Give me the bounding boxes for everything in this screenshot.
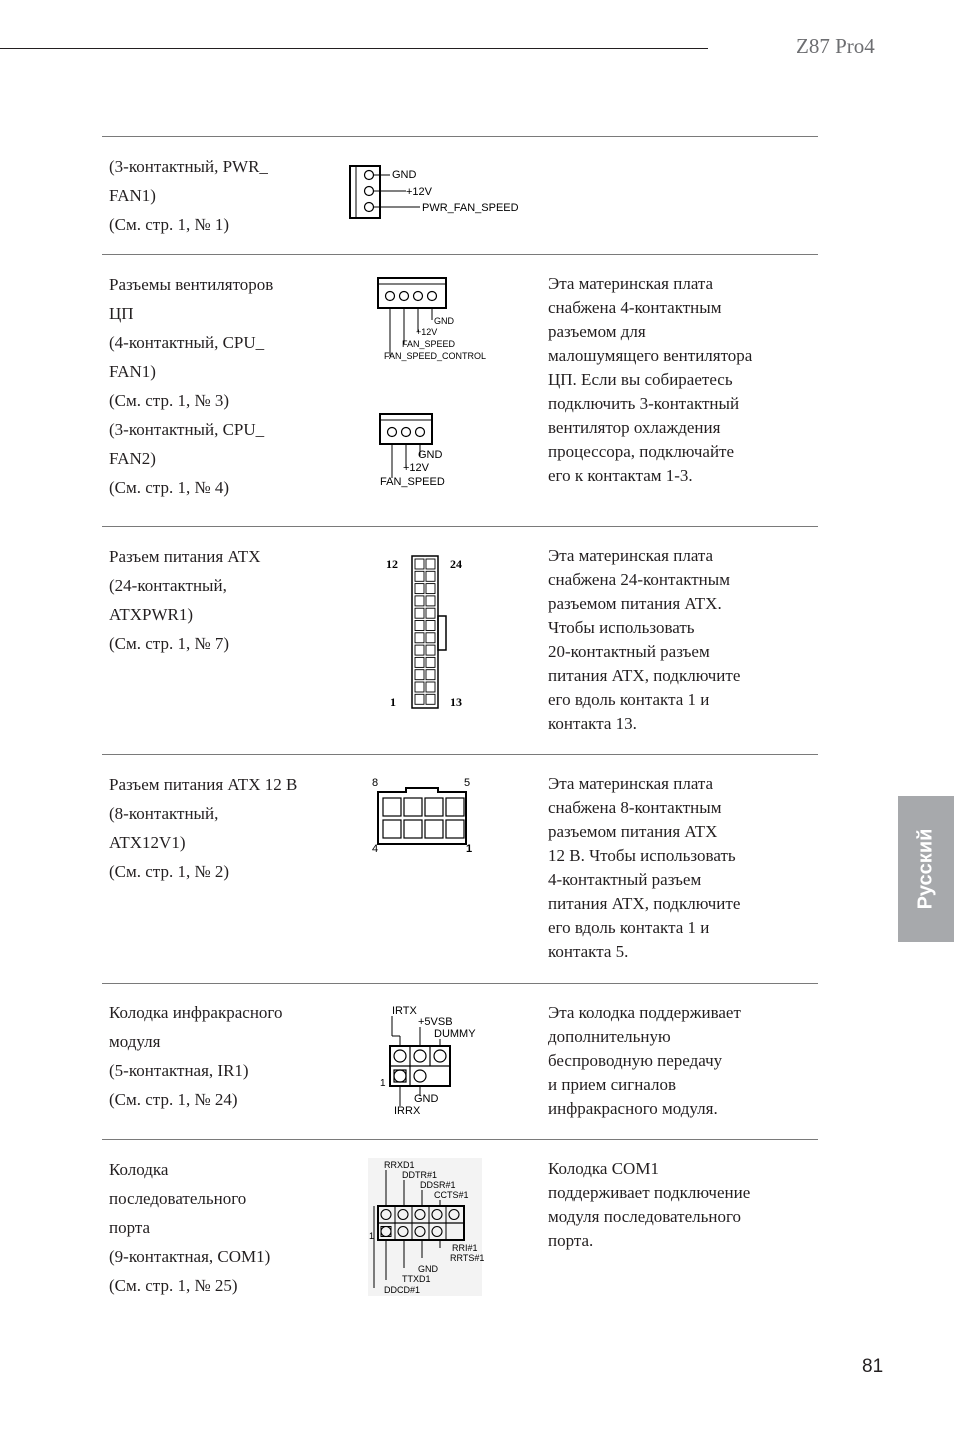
language-tab-label: Русский	[914, 828, 937, 910]
com-title: Колодка последовательного порта (9-контактная, COM1) (См. стр. 1, № 25)	[109, 1160, 271, 1295]
pwr-fan-title: (3-контактный, PWR_ FAN1) (См. стр. 1, № 1)	[109, 157, 268, 234]
ir-description: Эта колодка поддерживает дополнительную беспроводную передачу и прием сигналов инфракрасного модуля.	[548, 1003, 741, 1118]
atx24-pin	[415, 633, 424, 643]
language-tab	[898, 796, 954, 942]
atx24-housing	[412, 556, 438, 708]
svg-text:GND: GND	[414, 1093, 439, 1105]
svg-text:RRI#1: RRI#1	[452, 1243, 478, 1253]
pin-label-gnd: GND	[392, 169, 417, 181]
svg-text:FAN_SPEED_CONTROL: FAN_SPEED_CONTROL	[384, 351, 487, 361]
atx24-pin	[426, 682, 435, 692]
section-divider	[102, 983, 818, 984]
atx24-pin	[415, 584, 424, 594]
svg-text:CCTS#1: CCTS#1	[434, 1190, 469, 1200]
page-number: 81	[862, 1356, 884, 1377]
atx24-diagram	[384, 554, 484, 714]
com-description: Колодка COM1 поддерживает подключение модуля последовательного порта.	[548, 1159, 751, 1250]
svg-text:DDCD#1: DDCD#1	[384, 1285, 421, 1295]
svg-text:IRRX: IRRX	[394, 1105, 421, 1117]
svg-text:DUMMY: DUMMY	[434, 1028, 476, 1040]
atx24-pin	[415, 670, 424, 680]
svg-text:GND: GND	[434, 316, 454, 326]
cpu-fan-description: Эта материнская плата снабжена 4-контактным разъемом для малошумящего вентилятора ЦП. Если вы собираетесь подключить 3-контактный вентилятор охлаждения процессора, подключайте его к контактам 1-3.	[548, 274, 753, 485]
atx24-pin	[426, 633, 435, 643]
section-divider	[102, 1139, 818, 1140]
model-name: Z87 Pro4	[796, 34, 875, 58]
atx12v-pin	[446, 820, 464, 838]
atx24-pin	[426, 584, 435, 594]
svg-text:1: 1	[380, 1078, 386, 1089]
svg-text:5: 5	[464, 777, 471, 789]
atx24-pin	[426, 657, 435, 667]
atx24-pin	[415, 571, 424, 581]
atx24-pin	[415, 645, 424, 655]
atx24-pin	[426, 670, 435, 680]
atx12v-pin	[425, 798, 443, 816]
atx24-pin	[426, 645, 435, 655]
atx-title: Разъем питания ATX (24-контактный, ATXPWR1) (См. стр. 1, № 7)	[109, 547, 261, 653]
svg-text:13: 13	[450, 695, 462, 709]
svg-text:RRTS#1: RRTS#1	[450, 1253, 484, 1263]
section-divider	[102, 254, 818, 255]
svg-text:DDSR#1: DDSR#1	[420, 1180, 456, 1190]
atx12v-pin	[404, 820, 422, 838]
atx24-pin	[426, 694, 435, 704]
cpu-fan1-diagram	[376, 276, 506, 368]
svg-text:FAN_SPEED: FAN_SPEED	[380, 476, 445, 488]
atx-description: Эта материнская плата снабжена 24-контактным разъемом питания ATX. Чтобы использовать 20-контактный разъем питания ATX, подключите его вдоль контакта 1 и контакта 13.	[548, 546, 741, 733]
svg-text:TTXD1: TTXD1	[402, 1274, 431, 1284]
svg-text:24: 24	[450, 557, 462, 571]
svg-text:1: 1	[369, 1231, 375, 1241]
svg-text:+12V: +12V	[403, 462, 429, 474]
svg-text:GND: GND	[418, 1264, 438, 1274]
atx24-pin	[415, 608, 424, 618]
atx24-pin	[426, 621, 435, 631]
ir-title: Колодка инфракрасного модуля (5-контактная, IR1) (См. стр. 1, № 24)	[109, 1003, 283, 1109]
atx24-pin	[415, 682, 424, 692]
ir-diagram	[378, 1002, 488, 1118]
atx12v-pin	[404, 798, 422, 816]
svg-text:1: 1	[390, 695, 396, 709]
pin-label-12v: +12V	[406, 186, 432, 198]
pin-label-pwr-fan-speed: PWR_FAN_SPEED	[422, 202, 519, 214]
svg-text:DDTR#1: DDTR#1	[402, 1170, 438, 1180]
section-divider	[102, 136, 818, 137]
svg-text:FAN_SPEED: FAN_SPEED	[402, 339, 456, 349]
atx12v-pin	[383, 820, 401, 838]
svg-text:1: 1	[466, 843, 473, 855]
atx24-pin	[415, 657, 424, 667]
section-divider	[102, 754, 818, 755]
atx24-pin	[415, 621, 424, 631]
atx24-pin	[426, 596, 435, 606]
cpu-fan-title: Разъемы вентиляторов ЦП (4-контактный, CPU_ FAN1) (См. стр. 1, № 3) (3-контактный, CPU_ FAN2) (См. стр. 1, № 4)	[109, 275, 274, 497]
atx12v-pin	[425, 820, 443, 838]
svg-text:+5VSB: +5VSB	[418, 1016, 453, 1028]
cpu-fan2-diagram	[378, 412, 488, 492]
svg-text:IRTX: IRTX	[392, 1005, 417, 1017]
svg-text:8: 8	[372, 777, 379, 789]
section-divider	[102, 526, 818, 527]
atx12v-pin	[383, 798, 401, 816]
atx24-pin	[415, 596, 424, 606]
atx24-pin	[426, 559, 435, 569]
atx24-pin	[426, 608, 435, 618]
pwr-fan-diagram	[348, 164, 538, 222]
svg-text:GND: GND	[418, 449, 443, 461]
svg-text:RRXD1: RRXD1	[384, 1160, 415, 1170]
atx24-pin	[415, 559, 424, 569]
atx12v-diagram	[370, 774, 480, 858]
svg-text:+12V: +12V	[416, 327, 438, 337]
com-diagram	[368, 1158, 484, 1296]
atx12v-pin	[446, 798, 464, 816]
atx24-pin	[426, 571, 435, 581]
header-rule	[0, 48, 708, 49]
atx12v-title: Разъем питания ATX 12 В (8-контактный, ATX12V1) (См. стр. 1, № 2)	[109, 775, 298, 881]
atx12v-description: Эта материнская плата снабжена 8-контактным разъемом питания ATX 12 В. Чтобы использовать 4-контактный разъем питания ATX, подключите его вдоль контакта 1 и контакта 5.	[548, 774, 741, 961]
atx24-pin	[415, 694, 424, 704]
svg-text:4: 4	[372, 843, 379, 855]
svg-text:12: 12	[386, 557, 398, 571]
